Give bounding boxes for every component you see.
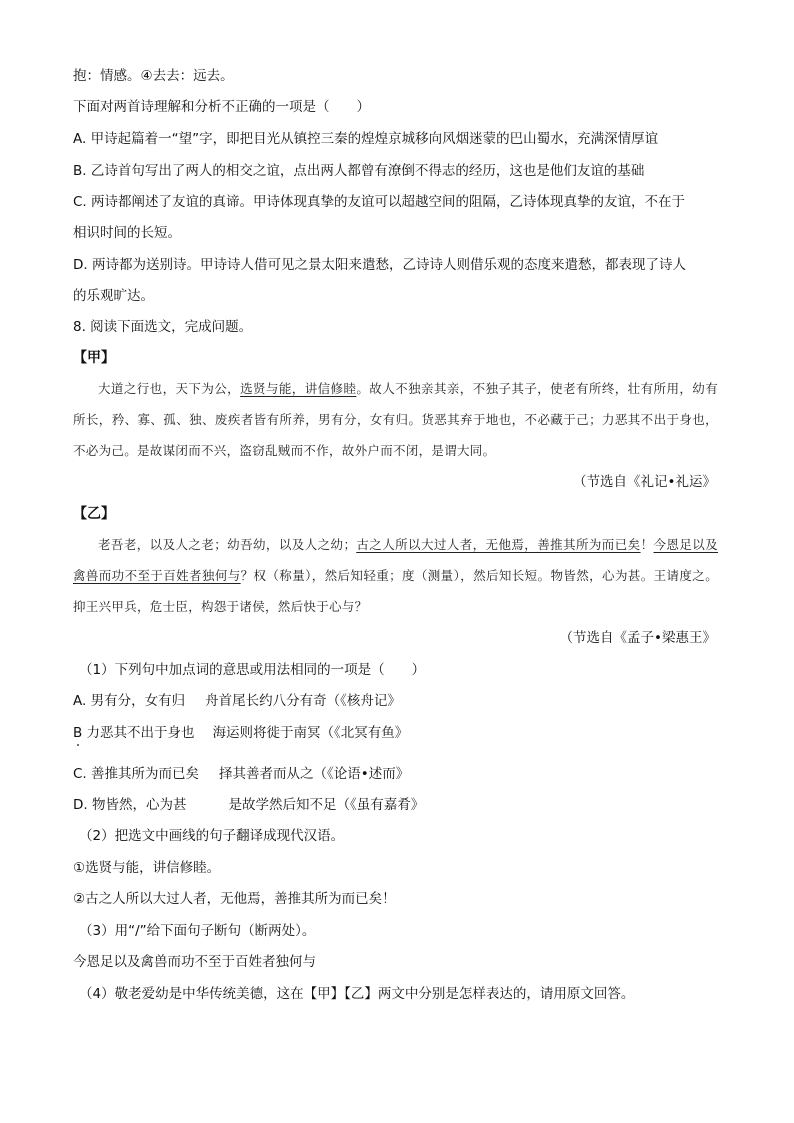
passage-jia — [73, 373, 718, 466]
sub-question-1: （1）下列句中加点词的意思或用法相同的一项是（ ） — [79, 662, 426, 678]
passage-yi-label: 【乙】 — [73, 506, 115, 522]
option-a: A. 甲诗起篇着一“望”字，即把目光从镇控三秦的煌煌京城移向风烟迷蒙的巴山蜀水，充满深情厚谊 — [73, 131, 659, 147]
sub1-option-c — [73, 764, 723, 784]
sub1-option-b-right: 海运则将徙于南冥（《北冥有鱼》 — [212, 725, 409, 741]
sub-question-2: （2）把选文中画线的句子翻译成现代汉语。 — [79, 828, 345, 844]
sub-question-4: （4）敬老爱幼是中华传统美德，这在【甲】【乙】两文中分别是怎样表达的，请用原文回答。 — [79, 986, 635, 1002]
option-c-line-2: 相识时间的长短。 — [73, 225, 181, 241]
stray-dot — [77, 744, 79, 746]
sub1-option-b — [73, 723, 723, 743]
sub1-option-d-left: D. 物皆然，心为甚 — [73, 797, 187, 813]
question-7-stem: 下面对两首诗理解和分析不正确的一项是（ ） — [73, 99, 370, 115]
sub1-option-a — [73, 691, 723, 711]
sub-question-3: （3）用“/”给下面句子断句（断两处）。 — [79, 923, 316, 939]
sub1-option-c-left: C. 善推其所为而已矣 — [73, 766, 200, 782]
option-d-line-2: 的乐观旷达。 — [73, 288, 154, 304]
sub1-option-c-right: 择其善者而从之（《论语•述而》 — [219, 766, 410, 782]
passage-yi-text-1: 老吾老，以及人之老；幼吾幼，以及人之幼； — [98, 537, 357, 552]
passage-yi-source: （节选自《孟子•梁惠王》 — [559, 630, 716, 646]
question-8-title: 8. 阅读下面选文，完成问题。 — [73, 319, 253, 335]
option-c-line-1: C. 两诗都阐述了友谊的真谛。甲诗体现真挚的友谊可以超越空间的阻隔，乙诗体现真挚的友谊，不在于 — [73, 194, 686, 210]
option-d-line-1: D. 两诗都为送别诗。甲诗诗人借可见之景太阳来遣愁，乙诗诗人则借乐观的态度来遣愁，都表现了诗人 — [73, 257, 686, 273]
sub1-option-d-right: 是故学然后知不足（《虽有嘉肴》 — [228, 797, 425, 813]
sub3-sentence: 今恩足以及禽兽而功不至于百姓者独何与 — [73, 954, 316, 970]
passage-jia-source: （节选自《礼记•礼运》 — [573, 474, 716, 490]
passage-jia-label: 【甲】 — [73, 350, 115, 366]
sub1-option-b-left: B 力恶其不出于身也 — [73, 725, 195, 741]
passage-yi-text-3: ？权（称量），然后知轻重；度（测量），然后知长短。物皆然，心为甚。王请度之。抑王兴甲兵，危士臣，构怨于诸侯，然后快于心与？ — [73, 568, 718, 614]
sub2-item-2: ②古之人所以大过人者，无他焉，善推其所为而已矣！ — [73, 891, 396, 907]
passage-jia-text-1: 大道之行也，天下为公， — [98, 381, 241, 396]
option-b: B. 乙诗首句写出了两人的相交之谊，点出两人都曾有潦倒不得志的经历，这也是他们友谊的基础 — [73, 163, 645, 179]
passage-yi — [73, 529, 718, 622]
sub2-item-1: ①选贤与能，讲信修睦。 — [73, 860, 221, 876]
passage-yi-text-2: ！ — [640, 537, 654, 552]
sub1-option-d — [73, 795, 723, 815]
annotation-note: 抱：情感。④去去：远去。 — [73, 68, 234, 84]
sub1-option-a-right: 舟首尾长约八分有奇（《核舟记》 — [205, 693, 401, 709]
passage-jia-underline-1: 选贤与能，讲信修睦 — [240, 381, 357, 396]
passage-yi-underline-2: 今恩足以及禽兽而功不至于百姓者独何与 — [73, 537, 718, 583]
passage-yi-underline-1: 古之人所以大过人者，无他焉，善推其所为而已矣 — [356, 537, 641, 552]
passage-jia-text-2: 。故人不独亲其亲，不独子其子，使老有所终，壮有所用，幼有所长，矜、寡、孤、独、废疾者皆有所养，男有分，女有归。货恶其弃于地也，不必藏于己；力恶其不出于身也，不必为己。是故谋闭而不兴，盗窃乱贼而不作，故外户而不闭，是谓大同。 — [73, 381, 718, 458]
sub1-option-a-left: A. 男有分，女有归 — [73, 693, 186, 709]
